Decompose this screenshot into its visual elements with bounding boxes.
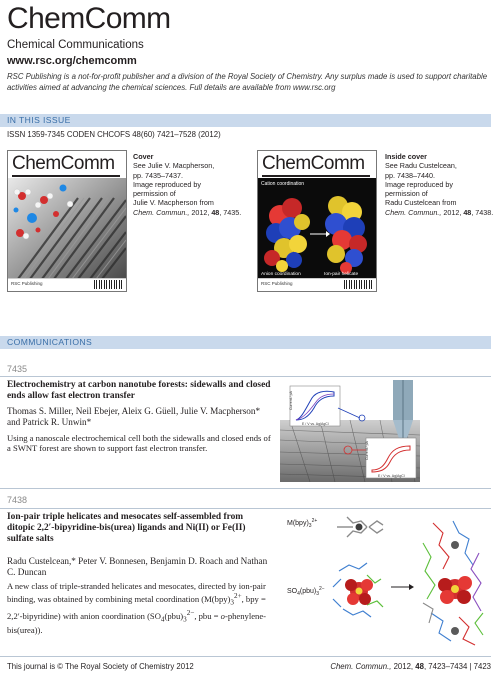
graphic-label: $M(bpy)_3^{2+}$ — [287, 518, 318, 529]
inside-cover-label: Anion coordination — [261, 272, 301, 277]
cover-caption-title: Cover — [133, 152, 154, 161]
graphic-axis-label: Current / pA — [365, 441, 369, 460]
inside-cover-image[interactable] — [257, 150, 377, 292]
graphic-label: $SO_4(pbu)_3^{2-}$ — [287, 586, 325, 597]
cover-logo: ChemComm — [262, 153, 365, 174]
article-abstract: A new class of triple-stranded helicates and mesocates, directed by ion-pair binding, was obtained by combining metal coordination ($M(bpy)_3^{2+}$, bpy = 2,2′-bipyridine) with anion coordination ($SO_4(pbu)_3^{2-}$, pbu = o-phenylene-bis(urea)). — [7, 581, 267, 635]
article-page-number: 7435 — [7, 364, 28, 374]
cover-rule — [12, 175, 120, 177]
citation-year: 2012, — [189, 207, 212, 217]
cover-caption-line: pp. 7438–7440. — [385, 170, 435, 180]
cover-caption-citation — [133, 208, 243, 217]
cover-logo: ChemComm — [12, 153, 115, 174]
cover-caption-line: Image reproduced by — [133, 179, 201, 189]
helicate-cover-artwork — [258, 178, 376, 279]
in-this-issue-bar — [0, 114, 491, 127]
inside-cover-label: Cation coordination — [261, 181, 305, 187]
footer-journal: Chem. Commun., — [330, 662, 392, 671]
article-graphic — [283, 513, 491, 653]
citation-journal: Chem. Commun., — [133, 207, 190, 217]
cover-caption-line: pp. 7435–7437. — [133, 170, 183, 180]
citation-volume: 48 — [211, 207, 220, 217]
footer-copyright: This journal is © The Royal Society of Chemistry 2012 — [7, 662, 194, 671]
issn-line: ISSN 1359-7345 CODEN CHCOFS 48(60) 7421–7528 (2012) — [7, 130, 221, 139]
divider — [0, 656, 491, 657]
publisher-mark: RSC Publishing — [11, 281, 43, 286]
article-graphic — [280, 380, 420, 482]
cover-caption-line: permission of — [133, 189, 176, 199]
graphic-axis-label: Current / pA — [289, 391, 293, 410]
inside-cover-label: Ion-pair helicate — [324, 272, 359, 277]
journal-name: Chemical Communications — [7, 39, 144, 51]
citation-journal: Chem. Commun., — [385, 207, 442, 217]
divider — [0, 488, 491, 489]
citation-page: , 7435. — [219, 207, 242, 217]
cover-footer — [258, 278, 376, 291]
inside-cover-caption — [385, 152, 495, 217]
citation-year: 2012, — [441, 207, 464, 217]
cover-footer — [8, 278, 126, 291]
cover-caption-line: Julie V. Macpherson from — [133, 198, 214, 208]
communications-bar — [0, 336, 491, 349]
helicate-assembly-graphic — [283, 513, 491, 653]
cover-caption-line: Image reproduced by — [385, 179, 453, 189]
article-abstract: Using a nanoscale electrochemical cell both the sidewalls and closed ends of a SWNT forest are shown to support fast electron transfer. — [7, 433, 271, 454]
article-title-link[interactable]: Ion-pair triple helicates and mesocates self-assembled from ditopic 2,2′-bipyridine-bis(urea) ligands and Ni(II) or Fe(II) sulfate salts — [7, 512, 246, 544]
divider — [0, 376, 491, 377]
article-authors: Radu Custelcean,* Peter V. Bonnesen, Benjamin D. Roach and Nathan C. Duncan — [7, 556, 268, 577]
section-label: IN THIS ISSUE — [7, 115, 71, 125]
citation-volume: 48 — [463, 207, 472, 217]
footer-citation — [330, 662, 491, 671]
cover-caption-line: See Radu Custelcean, — [385, 161, 457, 171]
journal-logo: ChemComm — [7, 2, 171, 35]
article-title-link[interactable]: Electrochemistry at carbon nanotube forests: sidewalls and closed ends allow fast electron transfer — [7, 380, 271, 401]
cover-caption-line: See Julie V. Macpherson, — [133, 161, 215, 171]
publisher-mark: RSC Publishing — [261, 281, 293, 286]
cover-rule — [262, 175, 370, 177]
graphic-axis-label: E / V vs. Ag|AgCl — [378, 474, 405, 478]
front-cover-image[interactable] — [7, 150, 127, 292]
cover-caption-title: Inside cover — [385, 152, 427, 161]
front-cover-caption — [133, 152, 243, 217]
nanotube-cover-artwork — [8, 178, 126, 279]
graphic-axis-label: E / V vs. Ag|AgCl — [302, 422, 329, 426]
citation-page: , 7438. — [471, 207, 494, 217]
article-page-number: 7438 — [7, 495, 28, 505]
footer-year: 2012, — [391, 662, 416, 671]
cover-caption-line: Radu Custelcean from — [385, 198, 457, 208]
cv-forest-graphic — [280, 380, 420, 482]
barcode-icon — [94, 280, 122, 289]
journal-url-link[interactable]: www.rsc.org/chemcomm — [7, 55, 137, 67]
footer-pages: , 7423–7434 | 7423 — [423, 662, 491, 671]
section-label: COMMUNICATIONS — [7, 337, 93, 347]
footer-volume: 48 — [415, 662, 424, 671]
publisher-note: RSC Publishing is a not-for-profit publisher and a division of the Royal Society of Chemistry. Any surplus made is used to support charitable activities aimed at advancing the chemical sciences. Full details are available from www.rsc.org — [7, 72, 488, 92]
cover-caption-citation — [385, 208, 495, 217]
barcode-icon — [344, 280, 372, 289]
article-authors: Thomas S. Miller, Neil Ebejer, Aleix G. Güell, Julie V. Macpherson* and Patrick R. Unwin* — [7, 406, 261, 427]
divider — [0, 508, 491, 509]
cover-caption-line: permission of — [385, 189, 428, 199]
